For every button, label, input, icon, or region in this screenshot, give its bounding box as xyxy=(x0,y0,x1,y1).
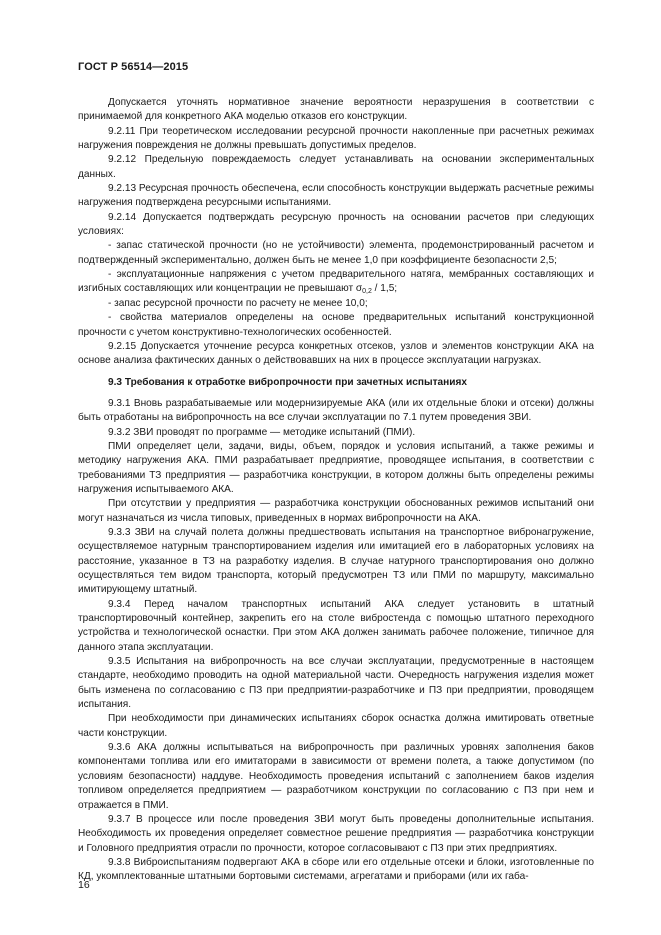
paragraph-9-3-2: 9.3.2 ЗВИ проводят по программе — методике испытаний (ПМИ). xyxy=(108,426,416,438)
list-item-text-end: / 1,5; xyxy=(371,283,398,295)
paragraph-9-3-4: 9.3.4 Перед началом транспортных испытаний АКА следует установить в штатный транспортировочный контейнер, закрепить его на столе вибростенда с помощью штатного переходного устройства и технологической оснастки. При этом АКА должен занимать рабочее положение, типичное для данного этапа эксплуатации. xyxy=(78,598,594,653)
paragraph: Допускается уточнять нормативное значение вероятности неразрушения в соответствии с принимаемой для конкретного АКА моделью отказов его конструкции. xyxy=(78,97,594,123)
paragraph-9-3-6: 9.3.6 АКА должны испытываться на вибропрочность при различных уровнях заполнения баков компонентами топлива или его имитаторами в зависимости от времени полета, а также допустимом (по условиям безопасности) наддуве. Необходимость проведения испытаний с заполнением баков изделия топливом определяется предприятием — разработчиком конструкции по согласованию с ПЗ при нем и отражается в ПМИ. xyxy=(78,742,594,811)
paragraph: При отсутствии у предприятия — разработчика конструкции обоснованных режимов испытаний они могут назначаться из числа типовых, приведенных в нормах вибропрочности на АКА. xyxy=(78,498,594,524)
paragraph-9-2-13: 9.2.13 Ресурсная прочность обеспечена, если способность конструкции выдержать расчетные режимы нагружения подтверждена ресурсными испытаниями. xyxy=(78,183,594,209)
document-body xyxy=(78,96,594,885)
list-item-text: - эксплуатационные напряжения с учетом предварительного натяга, мембранных составляющих и изгибных составляющих или концентрации не превышают σ xyxy=(78,269,594,295)
paragraph-9-2-14: 9.2.14 Допускается подтверждать ресурсную прочность на основании расчетов при следующих условиях: xyxy=(78,211,594,238)
page-number: 16 xyxy=(78,879,90,891)
paragraph-9-2-11: 9.2.11 При теоретическом исследовании ресурсной прочности накопленные при расчетных режимах нагружения повреждения не должны превышать допустимых пределов. xyxy=(78,125,594,152)
paragraph-9-2-12: 9.2.12 Предельную повреждаемость следует устанавливать на основании экспериментальных данных. xyxy=(78,154,594,180)
list-item: - запас ресурсной прочности по расчету не менее 10,0; xyxy=(108,297,368,309)
paragraph: ПМИ определяет цели, задачи, виды, объем, порядок и условия испытаний, а также режимы и методику нагружения АКА. ПМИ разрабатывает предприятие, проводящее испытания, в соответствии с требованиями ТЗ предприятия — разработчика конструкции, в котором должны быть определены режимы нагружения испытываемого АКА. xyxy=(78,440,594,495)
standard-header: ГОСТ Р 56514—2015 xyxy=(78,61,189,73)
paragraph-9-3-3: 9.3.3 ЗВИ на случай полета должны предшествовать испытания на транспортное вибронагружение, осуществляемое натурным транспортированием изделия или имитацией его в лабораторных условиях на расстояние, указанное в ТЗ на разработку изделия. В случае натурного транспортирования оно должно осуществляться тем видом транспорта, который предусмотрен ТЗ или ПМИ по маршруту, максимально имитирующему штатный. xyxy=(78,526,594,596)
paragraph-9-2-15: 9.2.15 Допускается уточнение ресурса конкретных отсеков, узлов и элементов конструкции АКА на основе анализа фактических данных о действовавших на них в процессе эксплуатации нагрузках. xyxy=(78,340,594,367)
paragraph-9-3-5: 9.3.5 Испытания на вибропрочность на все случаи эксплуатации, предусмотренные в настоящем стандарте, необходимо проводить на одной материальной части. Очередность нагружения изделия может быть изменена по согласованию с ПЗ при предприятии-разработчике и ПЗ при предприятии, проводящем испытания. xyxy=(78,656,594,711)
list-item: - свойства материалов определены на основе предварительных испытаний конструкционной прочности с учетом конструктивно-технологических особенностей. xyxy=(78,312,594,338)
section-heading: 9.3 Требования к отработке вибропрочности при зачетных испытаниях xyxy=(108,376,467,388)
list-item xyxy=(78,268,594,297)
subscript: 0,2 xyxy=(362,288,372,296)
paragraph-9-3-7: 9.3.7 В процессе или после проведения ЗВИ могут быть проведены дополнительные испытания. Необходимость их проведения определяет совместное решение предприятия — разработчика конструкции и Головного предприятия отрасли по прочности, которое согласовывают с ПЗ при этих предприятиях. xyxy=(78,813,594,854)
list-item: - запас статической прочности (но не устойчивости) элемента, продемонстрированный расчетом и подтвержденный экспериментально, должен быть не менее 1,0 при коэффициенте безопасности 2,5; xyxy=(78,240,594,266)
paragraph-9-3-8: 9.3.8 Виброиспытаниям подвергают АКА в сборе или его отдельные отсеки и блоки, изготовленные по КД, укомплектованные штатными бортовыми системами, агрегатами и приборами (или их габа- xyxy=(78,856,594,883)
paragraph: При необходимости при динамических испытаниях сборок оснастка должна имитировать ответные части конструкции. xyxy=(78,713,594,739)
paragraph-9-3-1: 9.3.1 Вновь разрабатываемые или модернизируемые АКА (или их отдельные блоки и отсеки) должны быть отработаны на вибропрочность на все случаи эксплуатации по 7.1 путем проведения ЗВИ. xyxy=(78,397,594,424)
